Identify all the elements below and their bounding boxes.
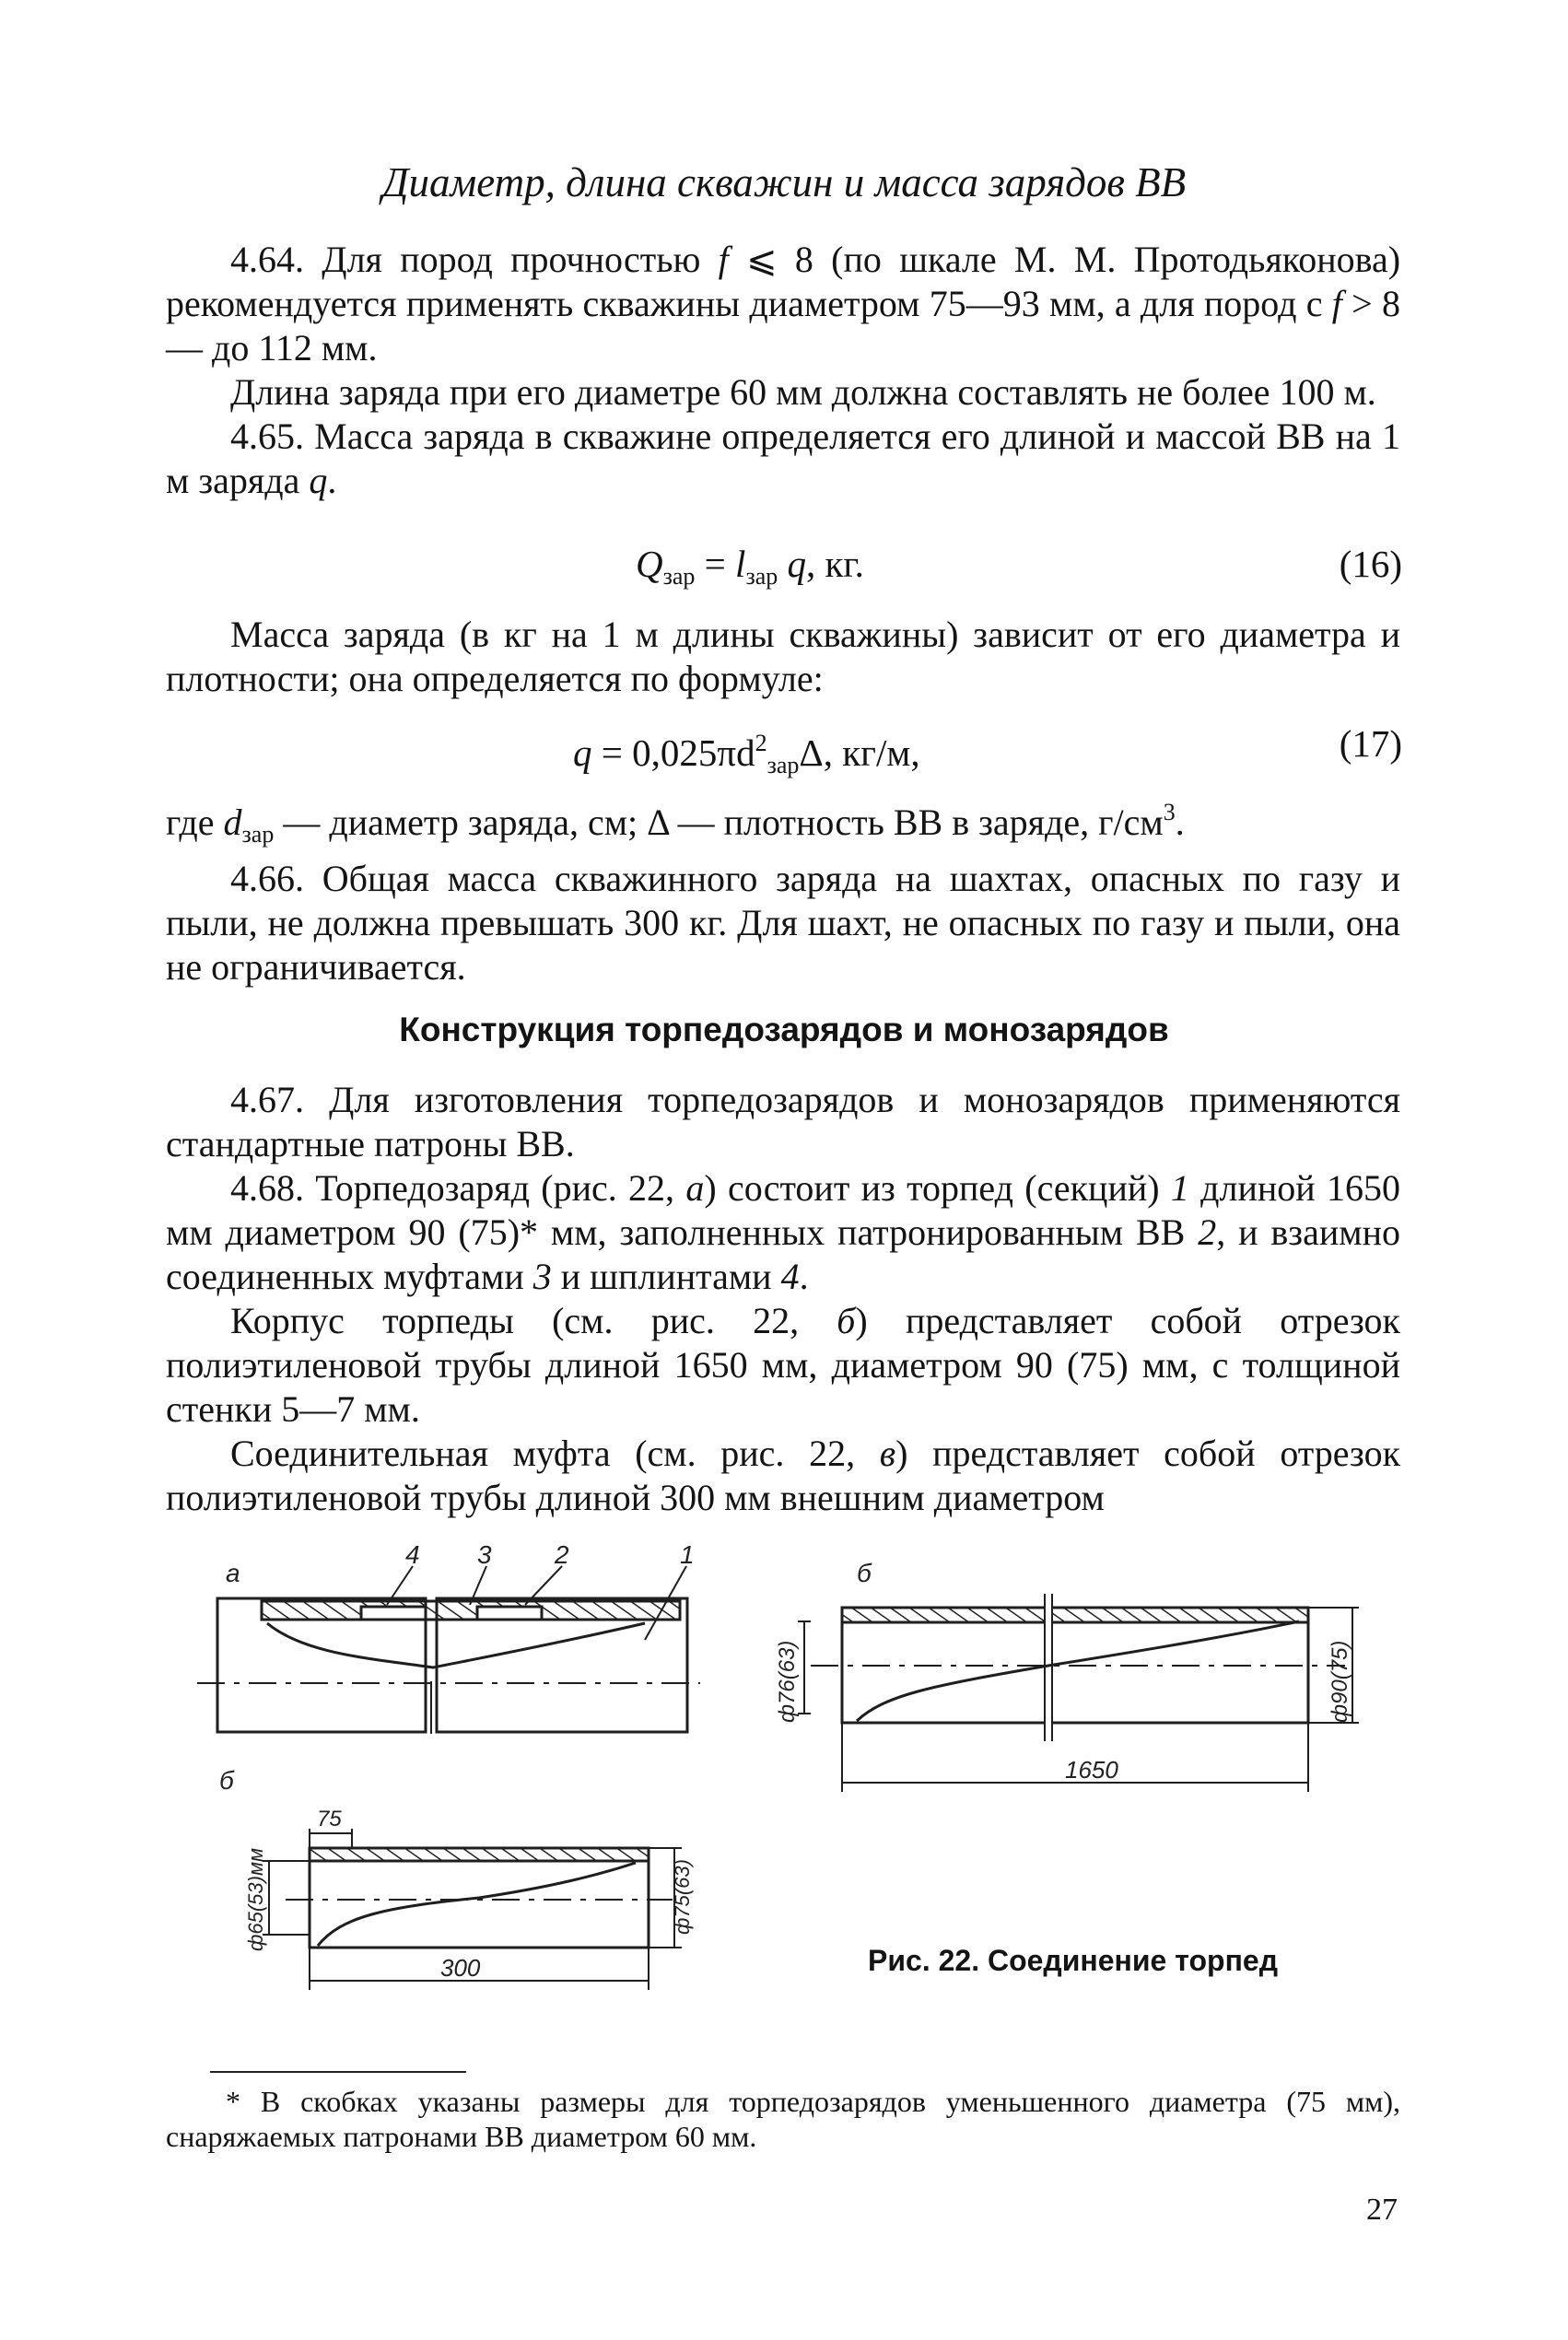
dim-75: 75	[317, 1807, 342, 1831]
section-title: Конструкция торпедозарядов и монозарядов	[399, 1011, 1169, 1048]
formula-17: $q = 0,025\pi d^2_{зар}\Delta$, кг/м,	[573, 730, 920, 778]
paragraph-length: Длина заряда при его диаметре 60 мм должна составлять не более 100 м.	[230, 371, 1376, 413]
dim-90-75: ф90(75)	[1328, 1640, 1352, 1723]
callout-4: 4	[405, 1540, 420, 1569]
body-charge-contour	[857, 1621, 1299, 1721]
paragraph-4-67: 4.67. Для изготовления торпедозарядов и монозарядов применяются стандартные патроны ВВ. 4.68. Торпедозаряд (рис. 22, а) состоит из торпед (секций) 1 длиной 1650 мм диаметром 90 (75)* мм, заполненных патронированным ВВ 2, и взаимно соединенных муфтами 3 и шплинтами 4. Корпус торпеды (см. рис. 22, б) представляет собой отрезок полиэтиленовой трубы длиной 1650 мм, диаметром 90 (75) мм, с толщиной стенки 5—7 мм. Соединительная муфта (см. рис. 22, в) представляет собой отрезок полиэтиленовой трубы длиной 300 мм внешним диаметром	[166, 1079, 1400, 1518]
coupling-wall-hatched	[310, 1848, 649, 1861]
dim-75-63: ф75(63)	[671, 1859, 694, 1935]
charge-contour	[267, 1623, 645, 1667]
coupling-3	[477, 1607, 542, 1620]
split-pin-4	[361, 1607, 426, 1620]
panel-a-torpedo-assembly	[197, 1540, 700, 1734]
body-wall-hatched	[842, 1608, 1308, 1622]
coupling-wall-hatched	[262, 1601, 680, 1620]
dim-76-63: ф76(63)	[775, 1640, 800, 1723]
equation-number-16: (16)	[1339, 543, 1402, 585]
torpedo-right-section	[437, 1598, 687, 1732]
callout-3: 3	[477, 1540, 492, 1569]
figure-caption: Рис. 22. Соединение торпед	[868, 1944, 1278, 1977]
torpedo-left-section	[217, 1598, 426, 1732]
panel-v-coupling	[219, 1766, 694, 1990]
paragraph-4-64: 4.64. Для пород прочностью f ⩽ 8 (по шкале М. М. Протодьяконова) рекомендуется применять скважины диаметром 75—93 мм, а для пород с f > 8 — до 112 мм. Длина заряда при его диаметре 60 мм должна составлять не более 100 м. 4.65. Масса заряда в скважине определяется его длиной и массой ВВ на 1 м заряда q.	[166, 239, 1401, 501]
paragraph-mass: Масса заряда (в кг на 1 м длины скважины) зависит от его диаметра и плотности; она определяется по формуле:	[166, 614, 1400, 699]
panel-a-label: а	[226, 1559, 240, 1587]
callout-2: 2	[555, 1540, 569, 1569]
coupling-charge-contour	[318, 1863, 636, 1946]
section-header-italic: Диаметр, длина скважин и масса зарядов ВВ	[381, 159, 1187, 205]
dim-300: 300	[440, 1954, 481, 1982]
body-tube	[842, 1608, 1308, 1723]
paragraph-4-66: 4.66. Общая масса скважинного заряда на шахтах, опасных по газу и пыли, не должна превышать 300 кг. Для шахт, не опасных по газу и пыли, она не ограничивается.	[166, 858, 1400, 988]
footnote-rule	[210, 2071, 466, 2073]
callout-1: 1	[680, 1540, 695, 1569]
formula-16: $Q_{зар} = l_{зар}$ q, кг.	[636, 543, 864, 590]
coupling-tube	[310, 1848, 649, 1948]
panel-v-label: б	[219, 1766, 234, 1795]
panel-b-label: б	[857, 1559, 872, 1587]
panel-b-torpedo-body	[775, 1559, 1359, 1792]
paragraph-4-68: 4.68. Торпедозаряд (рис. 22, а) состоит из торпед (секций) 1 длиной 1650 мм диаметром 90 (75)* мм, заполненных патронированным ВВ 2, и взаимно соединенных муфтами 3 и шплинтами 4.	[166, 1167, 1400, 1297]
page-number: 27	[1366, 2193, 1398, 2227]
footnote: * В скобках указаны размеры для торпедозарядов уменьшенного диаметра (75 мм), снаряжаемых патронами ВВ диаметром 60 мм.	[166, 2085, 1400, 2153]
paragraph-4-65: 4.65. Масса заряда в скважине определяется его длиной и массой ВВ на 1 м заряда q.	[166, 415, 1400, 501]
dim-1650: 1650	[1065, 1756, 1118, 1784]
equation-number-17: (17)	[1339, 722, 1402, 765]
paragraph-coupling: Соединительная муфта (см. рис. 22, в) представляет собой отрезок полиэтиленовой трубы длиной 300 мм внешним диаметром	[166, 1433, 1400, 1518]
paragraph-body: Корпус торпеды (см. рис. 22, б) представляет собой отрезок полиэтиленовой трубы длиной 1650 мм, диаметром 90 (75) мм, с толщиной стенки 5—7 мм.	[166, 1300, 1400, 1430]
dim-65-53: ф65(53)мм	[244, 1847, 267, 1951]
paragraph-where: где $d_{зар}$ — диаметр заряда, см; Δ — плотность ВВ в заряде, $г/см^3$. 4.66. Общая масса скважинного заряда на шахтах, опасных по газу и пыли, не должна превышать 300 кг. Для шахт, не опасных по газу и пыли, она не ограничивается.	[166, 799, 1400, 988]
